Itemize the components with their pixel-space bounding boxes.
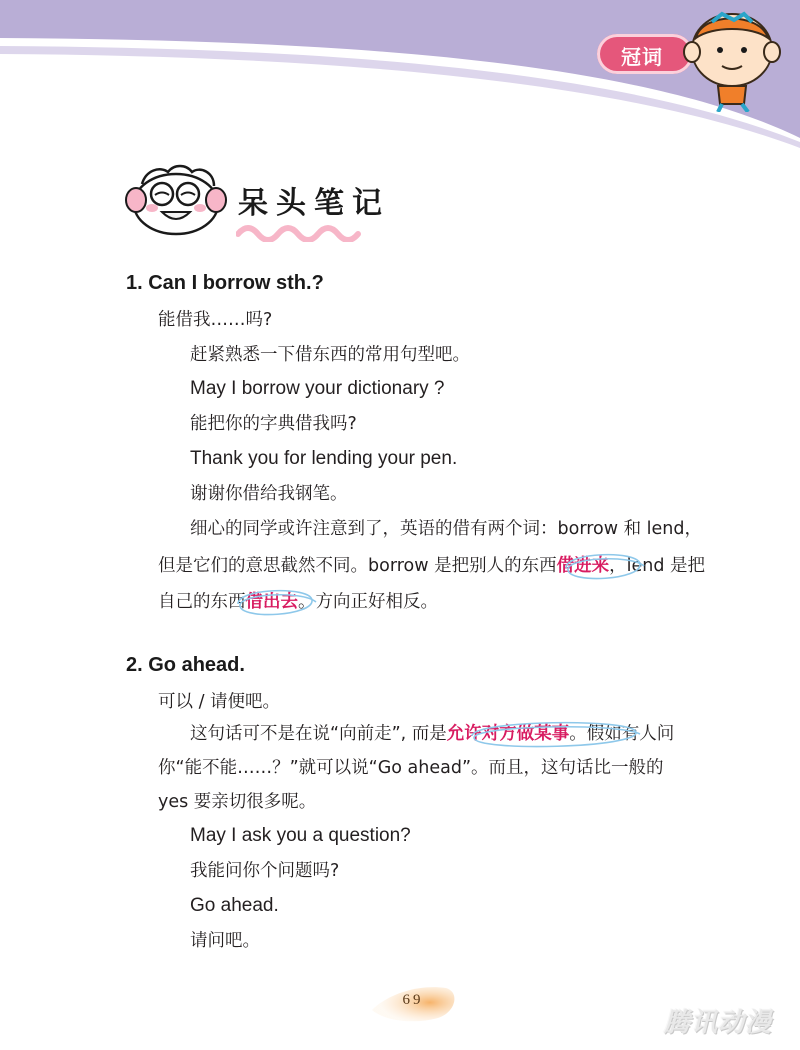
- header-band: [0, 0, 800, 150]
- highlight-lend-out: 借出去: [245, 592, 298, 612]
- paragraph-text: ，lend 是把: [609, 556, 705, 576]
- mascot-boy-illustration: [682, 8, 782, 112]
- paragraph-text: 。方向正好相反。: [298, 592, 438, 612]
- section-2-example-1-english: May I ask you a question?: [190, 825, 411, 846]
- section-2-paragraph-line-1: [190, 722, 674, 746]
- section-1-example-2-english: Thank you for lending your pen.: [190, 448, 458, 469]
- paragraph-text: 自己的东西: [158, 592, 246, 612]
- section-1-paragraph-line-2: [158, 554, 705, 578]
- section-2-meaning: 可以 / 请便吧。: [158, 692, 281, 712]
- section-1-example-1-chinese: 能把你的字典借我吗?: [190, 414, 357, 434]
- paragraph-text: 这句话可不是在说“向前走”, 而是: [190, 724, 447, 744]
- page-number: 69: [402, 992, 424, 1008]
- section-2-example-2-english: Go ahead.: [190, 895, 279, 916]
- wavy-underline: [236, 220, 368, 242]
- section-1-paragraph-line-3: [158, 590, 438, 614]
- section-1-intro: 赶紧熟悉一下借东西的常用句型吧。: [190, 345, 470, 365]
- section-1-heading: 1. Can I borrow sth.?: [126, 272, 324, 294]
- chapter-tab: [597, 34, 693, 74]
- highlight-allow: 允许对方做某事: [446, 724, 570, 744]
- chapter-tab-label: 冠词: [621, 45, 663, 69]
- section-2-heading: 2. Go ahead.: [126, 654, 245, 676]
- section-1-example-1-english: May I borrow your dictionary ?: [190, 378, 445, 399]
- glasses-face-icon: [124, 160, 234, 240]
- paragraph-text: 但是它们的意思截然不同。borrow 是把别人的东西: [158, 556, 557, 576]
- section-2-example-2-chinese: 请问吧。: [190, 931, 260, 951]
- paragraph-text: 。假如有人问: [569, 724, 675, 744]
- highlight-borrow-in: 借进来: [556, 556, 610, 576]
- section-2-paragraph-line-2: 你“能不能……？”就可以说“Go ahead”。而且，这句话比一般的: [158, 758, 664, 778]
- section-2-example-1-chinese: 我能问你个问题吗?: [190, 861, 340, 881]
- section-1-paragraph-line-1: 细心的同学或许注意到了，英语的借有两个词：borrow 和 lend，: [190, 519, 702, 539]
- watermark: 腾讯动漫: [664, 1008, 773, 1038]
- section-1-meaning: 能借我……吗?: [158, 310, 273, 330]
- section-2-paragraph-line-3: yes 要亲切很多呢。: [158, 792, 317, 812]
- section-1-example-2-chinese: 谢谢你借给我钢笔。: [190, 484, 348, 504]
- notes-title: 呆头笔记: [238, 186, 390, 221]
